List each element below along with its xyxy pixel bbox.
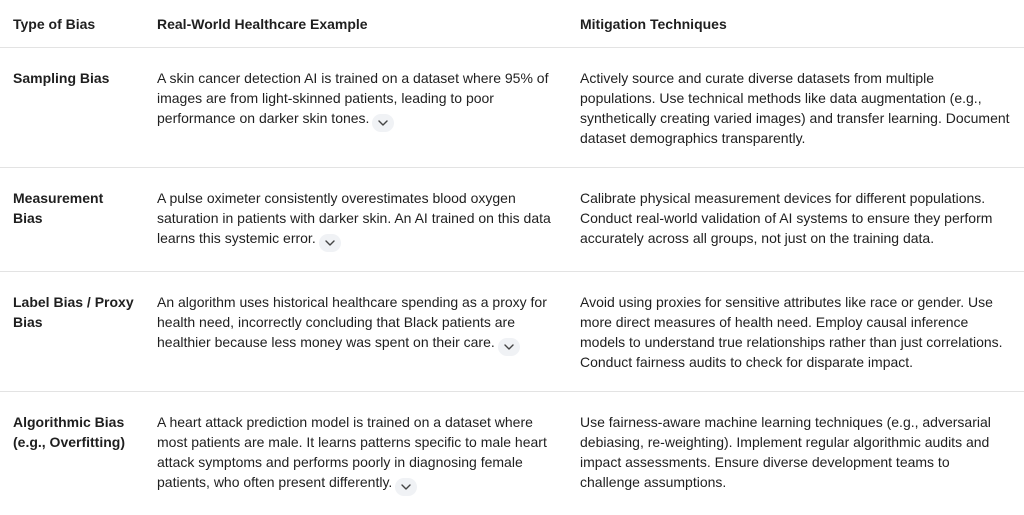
table-row — [0, 48, 1024, 168]
chevron-down-icon — [504, 344, 514, 350]
bias-type-cell: Algorithmic Bias (e.g., Overfitting) — [0, 392, 144, 515]
chevron-down-icon — [401, 484, 411, 490]
example-text: A heart attack prediction model is trained on a dataset where most patients are male. It learns patterns specific to male heart attack symptoms and performs poorly in diagnosing female patients, who often present differently. — [157, 414, 547, 490]
header-example: Real-World Healthcare Example — [144, 0, 568, 48]
chevron-down-icon — [325, 240, 335, 246]
example-text: A pulse oximeter consistently overestimates blood oxygen saturation in patients with darker skin. An AI trained on this data learns this systemic error. — [157, 190, 551, 246]
bias-type-cell: Measurement Bias — [0, 168, 144, 272]
bias-type-cell: Sampling Bias — [0, 48, 144, 168]
chevron-down-icon — [378, 120, 388, 126]
mitigation-cell: Actively source and curate diverse datasets from multiple populations. Use technical methods like data augmentation (e.g., synthetically creating varied images) and transfer learning. Document dataset demographics transparently. — [568, 48, 1024, 168]
expand-chevron-button[interactable] — [395, 478, 417, 496]
example-cell — [144, 168, 568, 272]
table-row — [0, 272, 1024, 392]
bias-type-cell: Label Bias / Proxy Bias — [0, 272, 144, 392]
mitigation-cell: Use fairness-aware machine learning techniques (e.g., adversarial debiasing, re-weighting). Implement regular algorithmic audits and impact assessments. Ensure diverse development teams to challenge assumptions. — [568, 392, 1024, 515]
example-text: An algorithm uses historical healthcare spending as a proxy for health need, incorrectly concluding that Black patients are healthier because less money was spent on their care. — [157, 294, 547, 350]
header-mitigation: Mitigation Techniques — [568, 0, 1024, 48]
header-type-of-bias: Type of Bias — [0, 0, 144, 48]
expand-chevron-button[interactable] — [319, 234, 341, 252]
mitigation-cell: Avoid using proxies for sensitive attributes like race or gender. Use more direct measures of health need. Employ causal inference models to understand true relationships rather than just correlations. Conduct fairness audits to check for disparate impact. — [568, 272, 1024, 392]
mitigation-cell: Calibrate physical measurement devices for different populations. Conduct real-world validation of AI systems to ensure they perform accurately across all groups, not just on the training data. — [568, 168, 1024, 272]
example-cell — [144, 392, 568, 515]
table-header-row — [0, 0, 1024, 48]
table-row — [0, 168, 1024, 272]
example-cell — [144, 48, 568, 168]
example-cell — [144, 272, 568, 392]
expand-chevron-button[interactable] — [498, 338, 520, 356]
expand-chevron-button[interactable] — [372, 114, 394, 132]
table-row — [0, 392, 1024, 515]
example-text: A skin cancer detection AI is trained on a dataset where 95% of images are from light-skinned patients, leading to poor performance on darker skin tones. — [157, 70, 548, 126]
